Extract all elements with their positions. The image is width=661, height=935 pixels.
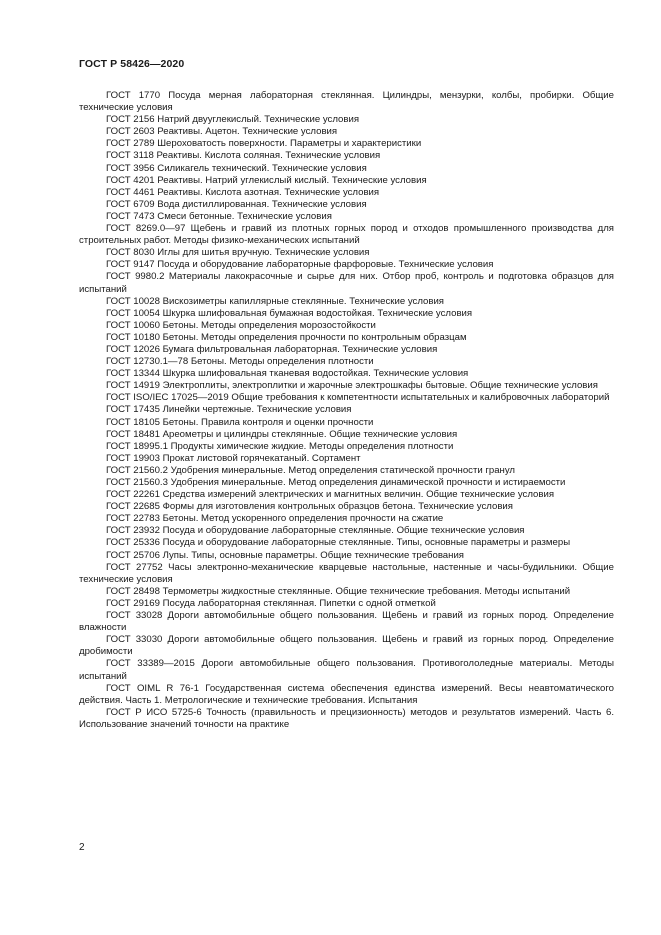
reference-item: ГОСТ 6709 Вода дистиллированная. Технические условия — [106, 198, 367, 210]
reference-item: ГОСТ 8030 Иглы для шитья вручную. Технические условия — [106, 247, 370, 259]
reference-item: ГОСТ OIML R 76-1 Государственная система обеспечения единства измерений. Весы неавтоматического действия. Часть 1. Метрологические и технические требования. Испытания — [79, 682, 614, 706]
reference-item: ГОСТ 23932 Посуда и оборудование лабораторные стеклянные. Общие технические условия — [106, 525, 525, 537]
reference-item: ГОСТ 22685 Формы для изготовления контрольных образцов бетона. Технические условия — [106, 501, 513, 513]
reference-item: ГОСТ 10060 Бетоны. Методы определения морозостойкости — [106, 319, 376, 331]
reference-item: ГОСТ Р ИСО 5725-6 Точность (правильность и прецизионность) методов и результатов измерений. Часть 6. Использование значений точности на практике — [79, 706, 614, 730]
reference-item: ГОСТ 4461 Реактивы. Кислота азотная. Технические условия — [106, 186, 380, 198]
reference-item: ГОСТ 13344 Шкурка шлифовальная тканевая водостойкая. Технические условия — [106, 368, 469, 380]
reference-item: ГОСТ 9980.2 Материалы лакокрасочные и сырье для них. Отбор проб, контроль и подготовка образцов для испытаний — [79, 271, 614, 295]
reference-item: ГОСТ 1770 Посуда мерная лабораторная стеклянная. Цилиндры, мензурки, колбы, пробирки. Общие технические условия — [79, 90, 614, 114]
reference-item: ГОСТ 12026 Бумага фильтровальная лабораторная. Технические условия — [106, 343, 438, 355]
reference-item: ГОСТ 33030 Дороги автомобильные общего пользования. Щебень и гравий из горных пород. Определение дробимости — [79, 634, 614, 658]
reference-item: ГОСТ 21560.3 Удобрения минеральные. Метод определения динамической прочности и истираемости — [106, 477, 566, 488]
reference-item: ГОСТ 29169 Посуда лабораторная стеклянная. Пипетки с одной отметкой — [106, 597, 436, 609]
reference-item: ГОСТ 22783 Бетоны. Метод ускоренного определения прочности на сжатие — [106, 513, 444, 525]
reference-item: ГОСТ 19903 Прокат листовой горячекатаный. Сортамент — [106, 452, 361, 464]
reference-item: ГОСТ 10028 Вискозиметры капиллярные стеклянные. Технические условия — [106, 295, 445, 307]
reference-item: ГОСТ 3956 Силикагель технический. Технические условия — [106, 162, 367, 174]
reference-item: ГОСТ 10180 Бетоны. Методы определения прочности по контрольным образцам — [106, 331, 467, 343]
reference-item: ГОСТ 17435 Линейки чертежные. Технические условия — [106, 404, 352, 416]
reference-item: ГОСТ 18481 Ареометры и цилиндры стеклянные. Общие технические условия — [106, 428, 458, 440]
reference-item: ГОСТ 27752 Часы электронно-механические кварцевые настольные, настенные и часы-будильники. Общие технические условия — [79, 561, 614, 585]
reference-item: ГОСТ 25336 Посуда и оборудование лабораторные стеклянные. Типы, основные параметры и размеры — [106, 537, 571, 549]
reference-item: ГОСТ 12730.1—78 Бетоны. Методы определения плотности — [106, 356, 374, 368]
reference-item: ГОСТ 2603 Реактивы. Ацетон. Технические условия — [106, 126, 338, 138]
document-code-header: ГОСТ Р 58426—2020 — [79, 58, 185, 70]
reference-item: ГОСТ 18105 Бетоны. Правила контроля и оценки прочности — [106, 416, 374, 428]
reference-item: ГОСТ 9147 Посуда и оборудование лабораторные фарфоровые. Технические условия — [106, 259, 494, 271]
reference-item: ГОСТ 10054 Шкурка шлифовальная бумажная водостойкая. Технические условия — [106, 307, 473, 319]
reference-item: ГОСТ 7473 Смеси бетонные. Технические условия — [106, 210, 332, 222]
reference-item: ГОСТ 33389—2015 Дороги автомобильные общего пользования. Противогололедные материалы. Методы испытаний — [79, 658, 614, 682]
reference-item: ГОСТ ISO/IEC 17025—2019 Общие требования к компетентности испытательных и калибровочных лабораторий — [106, 392, 610, 404]
reference-item: ГОСТ 4201 Реактивы. Натрий углекислый кислый. Технические условия — [106, 174, 427, 186]
reference-item: ГОСТ 2789 Шероховатость поверхности. Параметры и характеристики — [106, 138, 422, 150]
reference-item: ГОСТ 33028 Дороги автомобильные общего пользования. Щебень и гравий из горных пород. Определение влажности — [79, 610, 614, 634]
reference-item: ГОСТ 8269.0—97 Щебень и гравий из плотных горных пород и отходов промышленного производства для строительных работ. Методы физико-механических испытаний — [79, 223, 614, 247]
reference-item: ГОСТ 2156 Натрий двууглекислый. Технические условия — [106, 114, 360, 126]
reference-item: ГОСТ 21560.2 Удобрения минеральные. Метод определения статической прочности гранул — [106, 464, 516, 476]
reference-item: ГОСТ 22261 Средства измерений электрических и магнитных величин. Общие технические условия — [106, 489, 555, 501]
page-number: 2 — [79, 842, 85, 853]
reference-item: ГОСТ 28498 Термометры жидкостные стеклянные. Общие технические требования. Методы испытаний — [106, 585, 571, 597]
reference-item: ГОСТ 3118 Реактивы. Кислота соляная. Технические условия — [106, 150, 381, 162]
reference-item: ГОСТ 18995.1 Продукты химические жидкие. Методы определения плотности — [106, 440, 454, 452]
reference-item: ГОСТ 25706 Лупы. Типы, основные параметры. Общие технические требования — [106, 549, 464, 561]
normative-references-list — [79, 90, 614, 731]
reference-item: ГОСТ 14919 Электроплиты, электроплитки и жарочные электрошкафы бытовые. Общие технические условия — [106, 380, 598, 392]
